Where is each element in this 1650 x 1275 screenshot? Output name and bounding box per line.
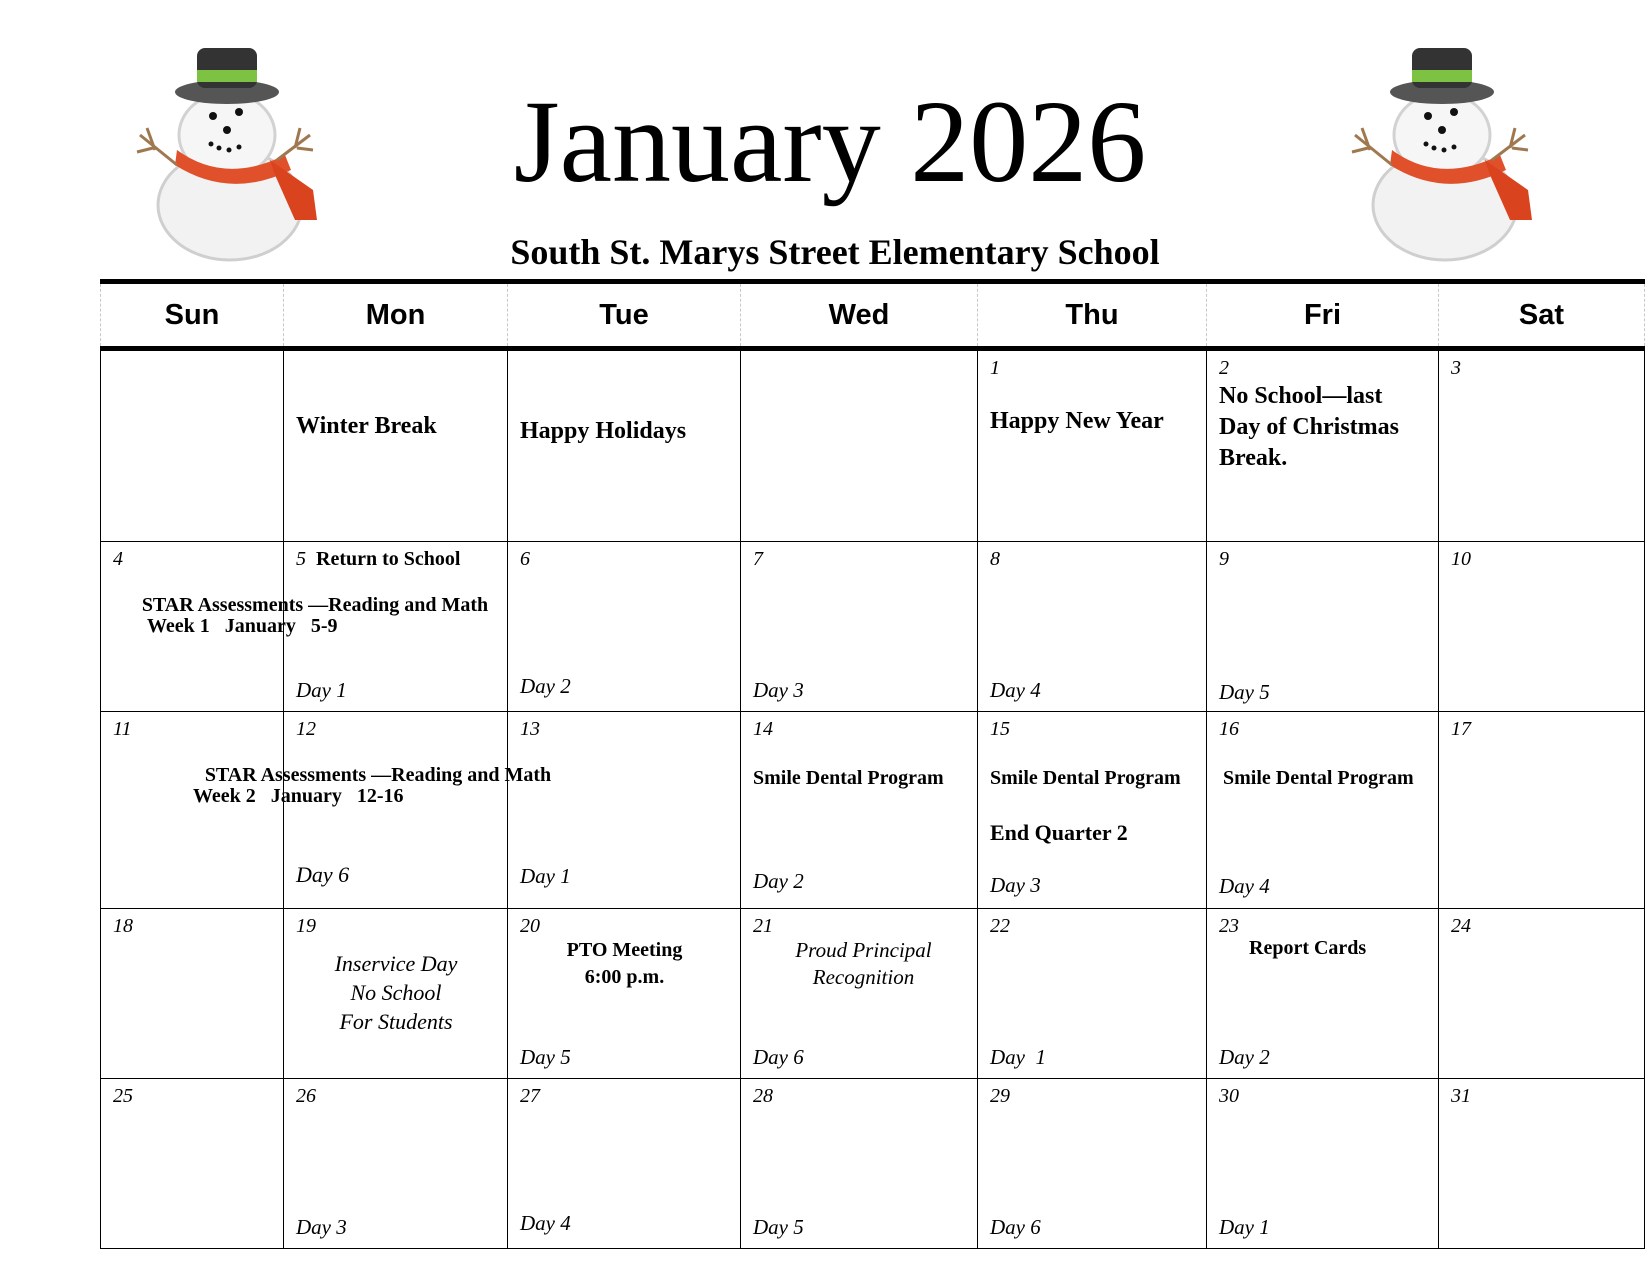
school-day-label: Day 3 <box>296 1215 347 1239</box>
school-day-label: Day 5 <box>520 1045 571 1069</box>
page-title: January 2026 <box>513 76 1147 207</box>
day-cell <box>1438 909 1645 1079</box>
day-number: 15 <box>990 718 1010 740</box>
snowman-icon <box>135 40 335 270</box>
school-day-label: Day 1 <box>990 1045 1046 1069</box>
day-cell <box>507 542 740 712</box>
event-happy-holidays: Happy Holidays <box>520 418 687 444</box>
school-day-label: Day 1 <box>1219 1215 1270 1239</box>
day-cell <box>507 712 740 909</box>
day-number: 12 <box>296 718 316 740</box>
event-winter-break: Winter Break <box>296 413 437 439</box>
event-line: Day of Christmas <box>1219 414 1399 440</box>
day-cell <box>740 712 977 909</box>
school-day-label: Day 5 <box>1219 680 1270 704</box>
day-number: 9 <box>1219 548 1229 570</box>
day-number: 28 <box>753 1085 773 1107</box>
school-name: South St. Marys Street Elementary School <box>510 232 1160 272</box>
banner-line: Week 2 January 12-16 <box>193 785 404 807</box>
day-cell <box>977 909 1206 1079</box>
day-number: 4 <box>113 548 123 570</box>
day-number: 2 <box>1219 357 1229 379</box>
day-number: 8 <box>990 548 1000 570</box>
day-number: 25 <box>113 1085 133 1107</box>
day-cell <box>100 351 283 542</box>
day-cell <box>283 909 507 1079</box>
day-cell <box>977 1079 1206 1249</box>
school-day-label: Day 2 <box>520 674 571 698</box>
day-number: 1 <box>990 357 1000 379</box>
banner-line: STAR Assessments —Reading and Math <box>204 764 552 786</box>
event-return-to-school: Return to School <box>316 548 461 570</box>
day-cell <box>100 712 283 909</box>
day-cell <box>740 1079 977 1249</box>
weekday-tue: Tue <box>507 284 740 346</box>
day-number: 23 <box>1219 915 1239 937</box>
day-cell <box>1206 351 1438 542</box>
school-day-label: Day 2 <box>1219 1045 1270 1069</box>
day-cell <box>977 542 1206 712</box>
day-cell <box>1206 542 1438 712</box>
event-report-cards: Report Cards <box>1249 937 1367 959</box>
day-cell <box>1438 542 1645 712</box>
day-number: 29 <box>990 1085 1010 1107</box>
day-cell <box>507 351 740 542</box>
day-number: 5 <box>296 548 306 570</box>
day-cell <box>1206 909 1438 1079</box>
day-number: 27 <box>520 1085 540 1107</box>
event-proud-principal <box>741 937 986 991</box>
day-cell <box>977 712 1206 909</box>
event-line: No School—last <box>1219 383 1383 409</box>
event-happy-new-year: Happy New Year <box>990 408 1164 434</box>
event-smile-dental: Smile Dental Program <box>753 767 944 789</box>
school-day-label: Day 4 <box>1219 874 1270 898</box>
weekday-thu: Thu <box>977 284 1206 346</box>
day-cell <box>740 351 977 542</box>
snowman-icon <box>1350 40 1550 270</box>
day-number: 6 <box>520 548 530 570</box>
day-number: 18 <box>113 915 133 937</box>
event-line: For Students <box>339 1009 453 1034</box>
weekday-fri: Fri <box>1206 284 1438 346</box>
event-line: PTO Meeting <box>566 939 683 961</box>
school-day-label: Day 6 <box>753 1045 804 1069</box>
school-day-label: Day 1 <box>296 678 347 702</box>
day-cell <box>283 351 507 542</box>
day-cell <box>1438 1079 1645 1249</box>
star-assessments-week2 <box>178 765 578 807</box>
day-cell <box>283 1079 507 1249</box>
event-line: Recognition <box>812 965 915 989</box>
day-cell <box>1206 712 1438 909</box>
banner-line: Week 1 January 5-9 <box>147 615 338 637</box>
day-number: 26 <box>296 1085 316 1107</box>
day-cell <box>100 909 283 1079</box>
event-smile-dental: Smile Dental Program <box>1223 767 1414 789</box>
school-day-label: Day 6 <box>990 1215 1041 1239</box>
weekday-wed: Wed <box>740 284 977 346</box>
event-line: Inservice Day <box>334 951 458 976</box>
school-day-label: Day 5 <box>753 1215 804 1239</box>
day-cell <box>1438 351 1645 542</box>
school-day-label: Day 1 <box>520 864 571 888</box>
event-line: Break. <box>1219 445 1288 471</box>
event-line: Proud Principal <box>795 938 932 962</box>
event-inservice-day <box>284 949 508 1036</box>
day-number: 13 <box>520 718 540 740</box>
day-cell <box>740 542 977 712</box>
school-day-label: Day 6 <box>296 862 350 887</box>
calendar-grid <box>100 351 1645 1249</box>
day-number: 7 <box>753 548 763 570</box>
day-cell <box>283 712 507 909</box>
day-number: 10 <box>1451 548 1471 570</box>
day-number: 3 <box>1451 357 1461 379</box>
event-line: No School <box>350 980 442 1005</box>
event-line: 6:00 p.m. <box>584 966 665 988</box>
day-number: 19 <box>296 915 316 937</box>
day-cell <box>1206 1079 1438 1249</box>
day-cell <box>507 1079 740 1249</box>
school-day-label: Day 4 <box>990 678 1041 702</box>
school-day-label: Day 4 <box>520 1211 571 1235</box>
star-assessments-week1 <box>120 595 510 637</box>
day-cell <box>740 909 977 1079</box>
day-number: 11 <box>113 718 132 740</box>
day-cell <box>507 909 740 1079</box>
day-number: 17 <box>1451 718 1471 740</box>
day-cell <box>100 1079 283 1249</box>
event-smile-dental: Smile Dental Program <box>990 767 1181 789</box>
weekday-header <box>100 284 1645 346</box>
weekday-sat: Sat <box>1438 284 1645 346</box>
school-day-label: Day 3 <box>990 873 1041 897</box>
weekday-mon: Mon <box>283 284 507 346</box>
event-end-quarter: End Quarter 2 <box>990 820 1128 845</box>
event-no-school <box>1219 381 1399 474</box>
day-number: 30 <box>1219 1085 1239 1107</box>
day-cell <box>1438 712 1645 909</box>
event-pto-meeting <box>508 937 741 991</box>
day-cell <box>977 351 1206 542</box>
day-number: 22 <box>990 915 1010 937</box>
day-number: 16 <box>1219 718 1239 740</box>
day-number: 14 <box>753 718 773 740</box>
day-number: 24 <box>1451 915 1471 937</box>
day-number: 20 <box>520 915 540 937</box>
school-day-label: Day 2 <box>753 869 804 893</box>
day-number: 31 <box>1451 1085 1471 1107</box>
banner-line: STAR Assessments —Reading and Math <box>141 594 489 616</box>
school-day-label: Day 3 <box>753 678 804 702</box>
weekday-sun: Sun <box>100 284 283 346</box>
day-number: 21 <box>753 915 773 937</box>
